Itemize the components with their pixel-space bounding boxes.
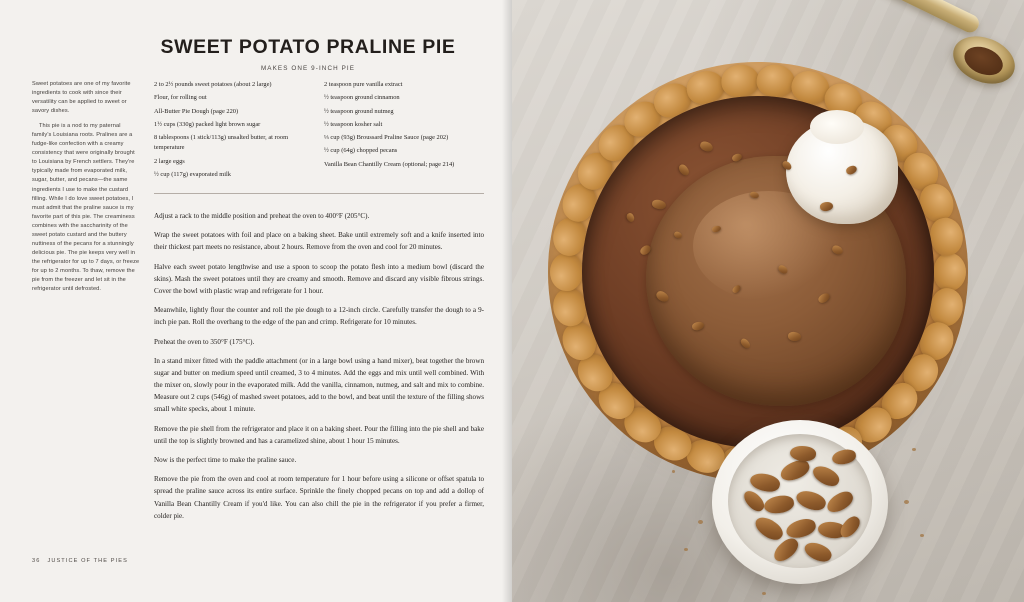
- pecan-half: [784, 516, 817, 540]
- headnote-paragraph-2: This pie is a nod to my paternal family's Louisiana roots. Pralines are a fudge-like confection with a creamy consistency that were originally brought to Louisiana by French settlers. They're typically made from evaporated milk, sugar, butter, and pecans—the same ingredients I use to make the custard filling. While I do love sweet potatoes, I must admit that the praline sauce is my favorite part of this pie. The creaminess combines with the saccharinity of the sweet potato custard and the buttery nuttiness of the pecans for a stunningly delicious pie. The pie keeps very well in the refrigerator for up to 7 days, or freeze for up to 2 months. To thaw, remove the pie from the freezer and let sit in the refrigerator until defrosted.: [32, 123, 140, 293]
- pie: [548, 62, 968, 482]
- recipe-method: [154, 210, 484, 529]
- ingredients-column-1: [154, 80, 306, 183]
- pecan-piece: [625, 212, 636, 223]
- method-step: Preheat the oven to 350°F (175°C).: [154, 337, 255, 346]
- pecan-piece: [699, 140, 714, 153]
- chantilly-cream-dollop: [786, 120, 898, 224]
- ingredient-item: 8 tablespoons (1 stick/113g) unsalted butter, at room temperature: [154, 134, 289, 152]
- ingredient-item: ½ cup (64g) chopped pecans: [324, 147, 398, 155]
- pecan-crumb: [698, 520, 703, 524]
- pecan-crumb: [672, 470, 675, 473]
- pecan-bowl-inner: [728, 434, 872, 568]
- crust-flute: [934, 253, 966, 291]
- pecan-bowl: [712, 420, 888, 584]
- ingredient-item: 2 teaspoon pure vanilla extract: [324, 81, 403, 88]
- method-step: Wrap the sweet potatoes with foil and place on a baking sheet. Bake until extremely soft and a knife inserted into their thickest part meets no resistance, about 2 hours. Remove from the oven and cool for 20 minutes.: [154, 231, 484, 252]
- method-step: In a stand mixer fitted with the paddle attachment (or in a large bowl using a hand mixer), beat together the brown sugar and butter on medium speed until creamed, 3 to 4 minutes. Add the eggs and mix until well combined. With the mixer on, slowly pour in the evaporated milk. Add the vanilla, cinnamon, nutmeg, and salt and mix to combine. Measure out 2 cups (546g) of mashed sweet potatoes, add to the bowl, and beat until the texture of the filling shows small white specks, about 1 minute.: [154, 356, 484, 414]
- recipe-yield: MAKES ONE 9-INCH PIE: [260, 65, 356, 72]
- pecan-half: [741, 487, 767, 514]
- pecan-crumb: [912, 448, 916, 451]
- pecan-crumb: [920, 534, 924, 537]
- ingredient-item: ½ cup (117g) evaporated milk: [154, 170, 231, 178]
- running-head: JUSTICE OF THE PIES: [47, 558, 128, 564]
- pecan-half: [810, 462, 842, 490]
- crust-flute: [928, 215, 966, 258]
- method-step: Remove the pie from the oven and cool at room temperature for 1 hour before using a silicone or offset spatula to spread the praline sauce across its entire surface. Sprinkle the finely chopped pecans on top and add a dollop of Vanilla Bean Chantilly Cream if you'd like. You can also chill the pie in the refrigerator if you prefer a firmer, colder pie.: [154, 475, 484, 520]
- ingredient-item: ½ teaspoon ground nutmeg: [324, 107, 394, 115]
- pie-filling: [582, 96, 934, 448]
- pecan-half: [802, 539, 834, 565]
- pecan-half: [831, 448, 857, 466]
- crust-flute: [720, 63, 761, 98]
- recipe-photo: [512, 0, 1024, 602]
- page-footer: [32, 558, 128, 564]
- ingredient-item: Vanilla Bean Chantilly Cream (optional; page 214): [324, 160, 455, 168]
- pecan-half: [763, 494, 795, 515]
- ingredient-item: ½ teaspoon kosher salt: [324, 120, 383, 128]
- method-step: Adjust a rack to the middle position and preheat the oven to 400°F (205°C).: [154, 212, 370, 220]
- ingredients-column-2: [324, 80, 476, 183]
- method-step: Remove the pie shell from the refrigerator and place it on a baking sheet. Pour the filling into the pie shell and bake until the top is slightly browned and has a caramelized shine, about 1 hour 15 minutes.: [154, 424, 484, 445]
- pecan-piece: [677, 163, 691, 177]
- headnote-paragraph-1: Sweet potatoes are one of my favorite ingredients to cook with since their versatility can be applied to sweet or savory dishes.: [32, 81, 131, 115]
- ingredient-item: 2 to 2½ pounds sweet potatoes (about 2 large): [154, 81, 272, 88]
- recipe-headnote: [32, 80, 140, 300]
- crust-flute: [755, 63, 796, 98]
- ingredient-item: Flour, for rolling out: [154, 94, 207, 102]
- pecan-crumb: [684, 548, 688, 551]
- pecan-crumb: [904, 500, 909, 504]
- method-step: Halve each sweet potato lengthwise and use a spoon to scoop the potato flesh into a medium bowl (discard the skins). Mash the sweet potatoes until they are creamy and smooth. Remove and discard any visible fibrous strings. Cover the bowl with plastic wrap and refrigerate for 1 hour.: [154, 262, 484, 295]
- ingredient-item: ½ teaspoon ground cinnamon: [324, 94, 400, 102]
- pecan-crumb: [762, 592, 766, 595]
- page-number: 36: [32, 558, 41, 564]
- pecan-half: [794, 487, 828, 513]
- pecan-half: [824, 488, 856, 516]
- ingredient-item: 1½ cups (330g) packed light brown sugar: [154, 120, 261, 128]
- pecan-half: [789, 445, 816, 463]
- ingredient-item: All-Butter Pie Dough (page 220): [154, 107, 239, 115]
- method-step: Meanwhile, lightly flour the counter and roll the pie dough to a 12-inch circle. Carefully transfer the dough to a 9-inch pie pan. Roll the overhang to the edge of the pan and crimp. Refrigerate for 10 minutes.: [154, 306, 484, 327]
- ingredient-item: 2 large eggs: [154, 157, 185, 165]
- ingredients-list: [154, 80, 484, 194]
- pecan-half: [752, 513, 786, 544]
- ingredient-item: ⅓ cup (93g) Broussard Praline Sauce (page 202): [324, 134, 449, 142]
- pecan-piece: [651, 199, 666, 210]
- recipe-title: SWEET POTATO PRALINE PIE: [160, 36, 456, 58]
- method-step: Now is the perfect time to make the praline sauce.: [154, 456, 297, 464]
- crust-flute: [550, 253, 582, 291]
